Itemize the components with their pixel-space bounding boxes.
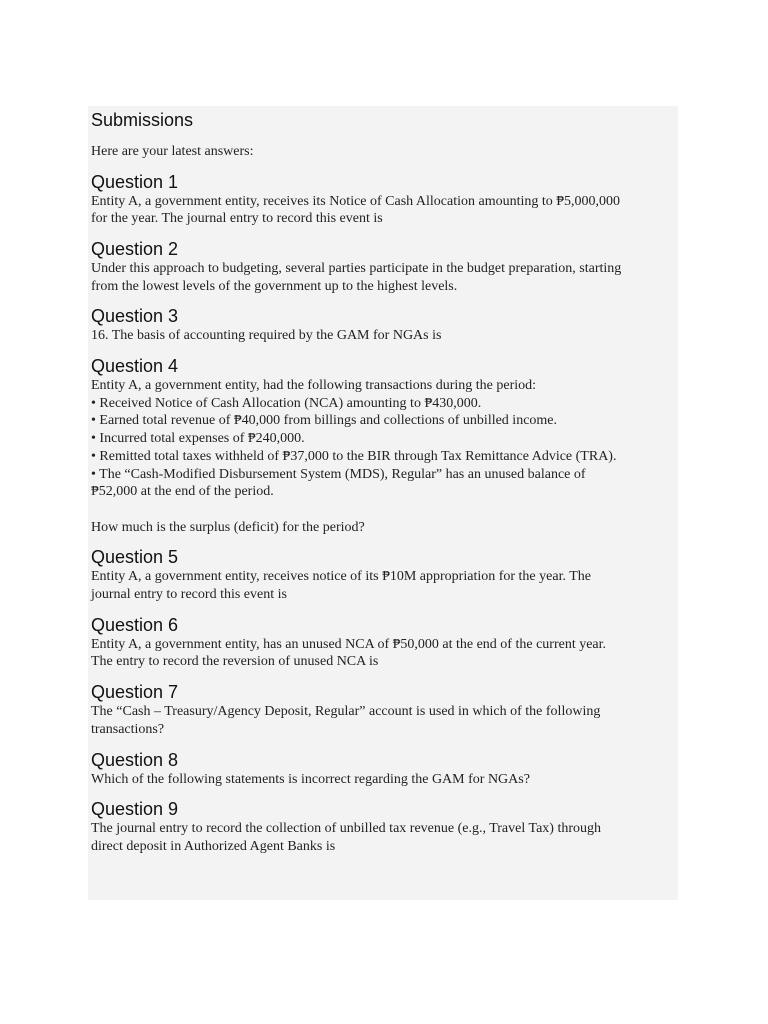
- question-heading: Question 5: [91, 547, 179, 568]
- question-text-line: The journal entry to record the collection of unbilled tax revenue (e.g., Travel Tax) through: [91, 821, 601, 837]
- question-block: [91, 171, 670, 228]
- question-text: [91, 327, 670, 345]
- question-text-line: from the lowest levels of the government up to the highest levels.: [91, 278, 458, 294]
- question-text: [91, 820, 670, 855]
- question-text-line: The “Cash – Treasury/Agency Deposit, Regular” account is used in which of the following: [91, 704, 601, 720]
- question-text-line: • The “Cash-Modified Disbursement System (MDS), Regular” has an unused balance of: [91, 466, 586, 482]
- page-title: Submissions: [91, 110, 194, 130]
- question-text-line: Entity A, a government entity, has an unused NCA of ₱50,000 at the end of the current year.: [91, 636, 607, 652]
- question-text-line: Entity A, a government entity, receives its Notice of Cash Allocation amounting to ₱5,000,000: [91, 193, 621, 209]
- question-text-line: • Incurred total expenses of ₱240,000.: [91, 431, 305, 447]
- question-block: [91, 798, 670, 855]
- question-text: [91, 260, 670, 295]
- intro-text: Here are your latest answers:: [91, 144, 254, 159]
- question-heading: Question 8: [91, 749, 179, 770]
- question-text: [91, 568, 670, 603]
- submissions-panel: [88, 106, 678, 900]
- question-text: [91, 636, 670, 671]
- question-text-line: for the year. The journal entry to record this event is: [91, 211, 383, 227]
- question-text-line: Entity A, a government entity, had the following transactions during the period:: [91, 378, 537, 394]
- question-block: [91, 614, 670, 671]
- question-text-line: 16. The basis of accounting required by the GAM for NGAs is: [91, 328, 442, 344]
- question-heading: Question 2: [91, 238, 179, 259]
- question-text-line: direct deposit in Authorized Agent Banks is: [91, 838, 336, 854]
- question-text: [91, 377, 670, 536]
- question-text-line: • Received Notice of Cash Allocation (NCA) amounting to ₱430,000.: [91, 395, 482, 411]
- question-text: [91, 703, 670, 738]
- question-block: [91, 355, 670, 536]
- question-text-line: • Remitted total taxes withheld of ₱37,000 to the BIR through Tax Remittance Advice (TRA).: [91, 448, 617, 464]
- question-text-line: transactions?: [91, 721, 165, 737]
- question-block: [91, 546, 670, 603]
- question-text-line: Under this approach to budgeting, several parties participate in the budget preparation, starting: [91, 260, 622, 276]
- question-text-line: • Earned total revenue of ₱40,000 from billings and collections of unbilled income.: [91, 413, 558, 429]
- question-text-line: Which of the following statements is incorrect regarding the GAM for NGAs?: [91, 771, 530, 787]
- question-text-line: ₱52,000 at the end of the period.: [91, 484, 274, 500]
- question-block: [91, 749, 670, 789]
- question-text: [91, 193, 670, 228]
- question-text-line: journal entry to record this event is: [91, 587, 287, 603]
- question-heading: Question 6: [91, 614, 179, 635]
- blank-line: [91, 501, 670, 519]
- question-heading: Question 7: [91, 682, 179, 703]
- question-heading: Question 3: [91, 306, 179, 327]
- question-heading: Question 1: [91, 171, 179, 192]
- question-text-line: Entity A, a government entity, receives notice of its ₱10M appropriation for the year. The: [91, 569, 591, 585]
- question-block: [91, 305, 670, 345]
- question-heading: Question 9: [91, 799, 179, 820]
- question-list: [91, 171, 670, 856]
- question-text-line: How much is the surplus (deficit) for the period?: [91, 519, 365, 535]
- question-block: [91, 238, 670, 295]
- question-text: [91, 771, 670, 789]
- question-text-line: The entry to record the reversion of unused NCA is: [91, 654, 379, 670]
- question-heading: Question 4: [91, 356, 179, 377]
- question-block: [91, 681, 670, 738]
